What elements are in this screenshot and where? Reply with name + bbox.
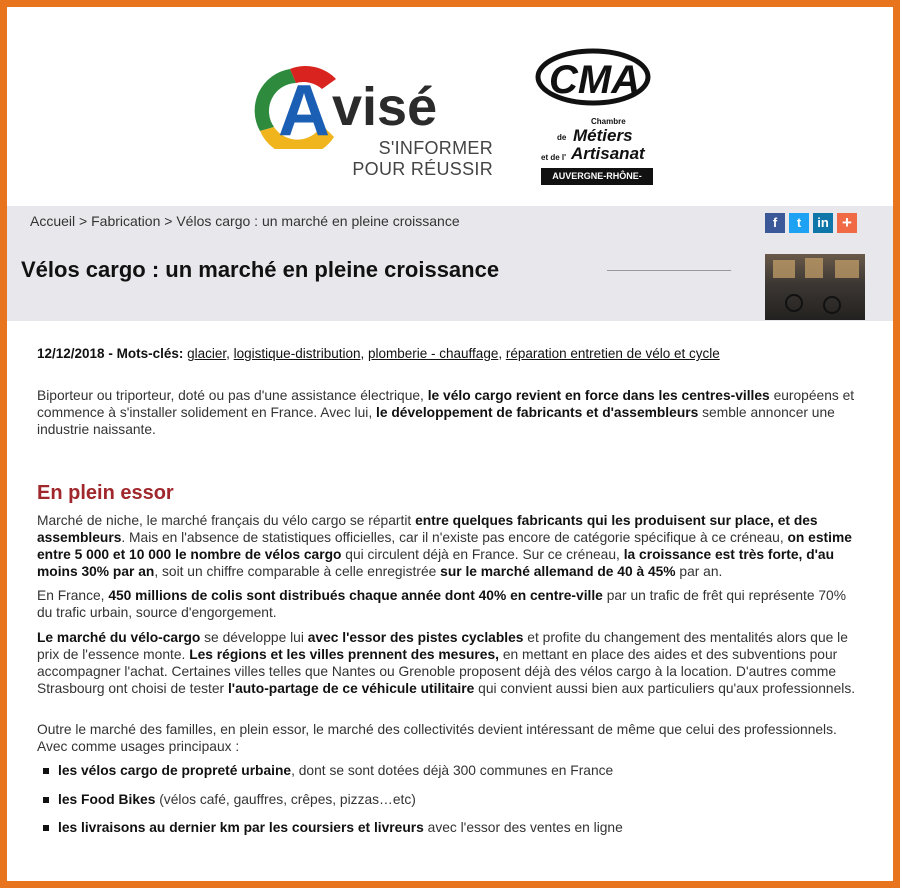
cma-line-5: Artisanat	[571, 144, 645, 163]
bold-run: la croissance est très forte, d'au moins 30% par an	[37, 547, 835, 579]
cma-line-3: Métiers	[573, 126, 633, 145]
text-run: , dont se sont dotées déjà 300 communes en France	[291, 763, 614, 778]
text-run: semble annoncer une industrie naissante.	[37, 405, 835, 437]
bold-run: entre quelques fabricants qui les produisent sur place, et des assembleurs	[37, 513, 818, 545]
cma-logo-mark	[535, 47, 660, 109]
bold-run: l'auto-partage de ce véhicule utilitaire	[227, 681, 475, 696]
text-run: qui convient aussi bien aux particuliers qu'aux professionnels.	[474, 681, 856, 696]
article-date: 12/12/2018	[37, 346, 105, 361]
text-run: Biporteur ou triporteur, doté ou pas d'une assistance électrique,	[37, 388, 428, 403]
keywords-label: Mots-clés:	[116, 346, 184, 361]
breadcrumb-separator: >	[160, 213, 177, 229]
text-run: européens et commence à s'installer solidement en France. Avec lui,	[37, 388, 855, 420]
text-run: par un trafic de frêt qui représente 70% du trafic urbain, source d'engorgement.	[37, 588, 846, 620]
avise-logo[interactable]	[252, 59, 497, 179]
list-item	[43, 763, 863, 792]
avise-logo-mark	[252, 59, 497, 149]
cma-logo[interactable]	[535, 47, 660, 198]
text-run: En France,	[37, 588, 109, 603]
cma-line-4: et de l'	[541, 153, 567, 162]
keyword-link[interactable]: réparation entretien de vélo et cycle	[505, 346, 720, 361]
linkedin-icon[interactable]: in	[813, 213, 833, 233]
keyword-link[interactable]: plomberie - chauffage	[368, 346, 499, 361]
cma-logo-text: CMA	[549, 58, 641, 102]
cma-line-1: Chambre	[591, 117, 626, 126]
page-title: Vélos cargo : un marché en pleine croissance	[21, 257, 500, 282]
list-item	[43, 820, 863, 849]
text-run: (vélos café, gauffres, crêpes, pizzas…etc)	[155, 791, 416, 807]
avise-tagline-1: S'INFORMER	[378, 138, 493, 158]
intro-paragraph	[37, 387, 863, 438]
share-more-icon[interactable]: +	[837, 213, 857, 233]
breadcrumb-category[interactable]: Fabrication	[91, 213, 161, 229]
text-run: avec l'essor des ventes en ligne	[423, 820, 623, 835]
article-thumbnail[interactable]	[765, 254, 865, 320]
bold-run: les Food Bikes	[58, 791, 156, 807]
bold-run: avec l'essor des pistes cyclables	[307, 630, 524, 645]
paragraph	[37, 587, 863, 621]
text-run: , soit un chiffre comparable à celle enregistrée	[154, 564, 441, 579]
bold-run: 450 millions de colis sont distribués chaque année dont 40% en centre-ville	[108, 588, 603, 603]
keyword-link[interactable]: glacier	[187, 346, 227, 361]
cma-line-2: de	[557, 133, 567, 142]
bold-run: le développement de fabricants et d'assembleurs	[376, 405, 699, 420]
breadcrumb-home[interactable]: Accueil	[30, 213, 76, 229]
paragraph	[37, 629, 863, 697]
cma-region-badge: AUVERGNE-RHÔNE-ALPES	[541, 168, 653, 185]
keyword-link[interactable]: logistique-distribution	[233, 346, 361, 361]
facebook-icon[interactable]: f	[765, 213, 785, 233]
title-band	[7, 206, 893, 321]
paragraph	[37, 512, 863, 580]
article-meta: 12/12/2018 - Mots-clés: glacier, logistique-distribution, plomberie - chauffage, réparation entretien de vélo et cycle	[37, 346, 720, 361]
list-item	[43, 792, 863, 821]
bullet-square-icon	[43, 797, 49, 803]
text-run: et profite du changement des mentalités alors que le prix de l'essence monte.	[37, 630, 848, 662]
section-heading: En plein essor	[37, 482, 174, 504]
text-run: qui circulent déjà en France. Sur ce créneau,	[341, 547, 624, 562]
bullet-square-icon	[43, 768, 49, 774]
bold-run: sur le marché allemand de 40 à 45%	[440, 564, 676, 579]
bold-run: les livraisons au dernier km par les coursiers et livreurs	[58, 820, 424, 835]
breadcrumb-current: Vélos cargo : un marché en pleine croissance	[176, 213, 460, 229]
social-share	[765, 213, 857, 233]
text-run: . Mais en l'absence de statistiques officielles, car il n'existe pas encore de catégorie spécifique à ce créneau,	[121, 530, 788, 545]
avise-logo-letter: A	[278, 71, 330, 149]
bold-run: Les régions et les villes prennent des mesures,	[189, 647, 499, 662]
breadcrumb-separator: >	[75, 213, 92, 229]
bullet-square-icon	[43, 825, 49, 831]
breadcrumb	[30, 213, 460, 229]
text-run: en mettant en place des aides et des subventions pour accompagner l'achat. Certaines villes telles que Nantes ou Grenoble proposent déjà des vélos cargo à la location. D'autres comme Strasbourg ont choisi de tester	[37, 647, 838, 696]
avise-logo-text: visé	[332, 77, 438, 137]
paragraph: Outre le marché des familles, en plein essor, le marché des collectivités devient intéressant de même que celui des professionnels. Avec comme usages principaux :	[37, 722, 837, 754]
text-run: par an.	[675, 564, 723, 579]
meta-separator: -	[104, 346, 117, 361]
bold-run: le vélo cargo revient en force dans les centres-villes	[427, 388, 770, 403]
bold-run: les vélos cargo de propreté urbaine	[58, 763, 292, 778]
title-divider	[607, 270, 731, 271]
text-run: se développe lui	[200, 630, 308, 645]
text-run: Marché de niche, le marché français du vélo cargo se répartit	[37, 513, 416, 528]
usage-list	[43, 763, 863, 849]
bold-run: Le marché du vélo-cargo	[37, 630, 201, 645]
avise-tagline-2: POUR RÉUSSIR	[352, 159, 493, 179]
twitter-icon[interactable]: t	[789, 213, 809, 233]
bold-run: on estime entre 5 000 et 10 000 le nombre de vélos cargo	[37, 530, 852, 562]
